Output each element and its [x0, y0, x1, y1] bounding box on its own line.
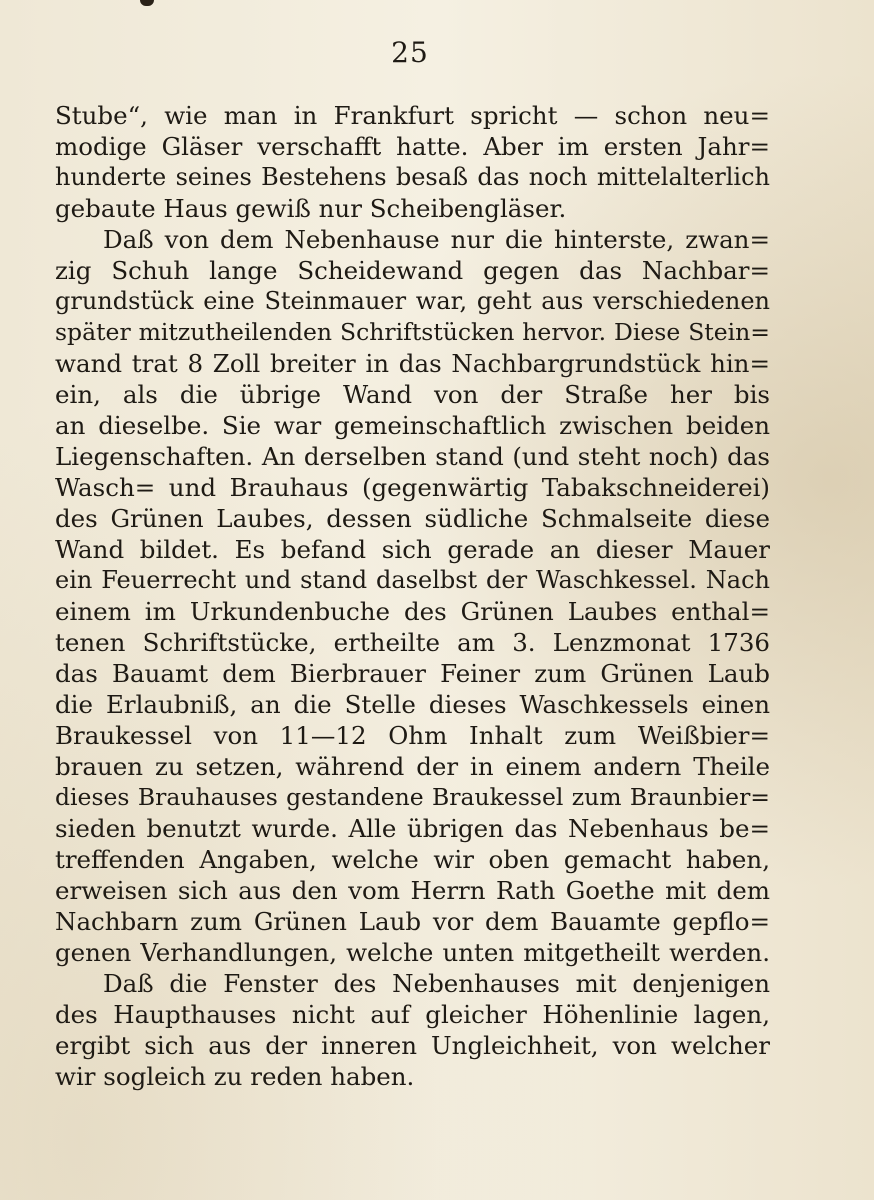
text-line: genen Verhandlungen, welche unten mitgetheilt werden.	[55, 938, 770, 967]
text-line: an dieselbe. Sie war gemeinschaftlich zwischen beiden	[55, 411, 770, 440]
text-line: einem im Urkundenbuche des Grünen Laubes enthal=	[55, 597, 770, 626]
text-line: Daß die Fenster des Nebenhauses mit denjenigen	[103, 969, 770, 998]
text-line: Wasch= und Brauhaus (gegenwärtig Tabakschneiderei)	[55, 473, 770, 502]
text-line: tenen Schriftstücke, ertheilte am 3. Lenzmonat 1736	[55, 628, 770, 657]
text-line: wir sogleich zu reden haben.	[55, 1062, 415, 1091]
text-line: später mitzutheilenden Schriftstücken hervor. Diese Stein=	[55, 318, 770, 346]
text-line: hunderte seines Bestehens besaß das noch mittelalterlich	[55, 163, 770, 191]
text-line: ein, als die übrige Wand von der Straße her bis	[55, 380, 770, 409]
text-line: sieden benutzt wurde. Alle übrigen das Nebenhaus be=	[55, 814, 770, 843]
text-line: ein Feuerrecht und stand daselbst der Waschkessel. Nach	[55, 566, 770, 594]
text-line: brauen zu setzen, während der in einem andern Theile	[55, 752, 770, 781]
text-line: das Bauamt dem Bierbrauer Feiner zum Grünen Laub	[55, 659, 770, 688]
text-line: treffenden Angaben, welche wir oben gemacht haben,	[55, 845, 770, 874]
text-line: Wand bildet. Es befand sich gerade an dieser Mauer	[55, 535, 770, 564]
text-line: Braukessel von 11—12 Ohm Inhalt zum Weißbier=	[55, 721, 770, 750]
text-line: gebaute Haus gewiß nur Scheibengläser.	[55, 194, 567, 223]
text-line: Nachbarn zum Grünen Laub vor dem Bauamte gepflo=	[55, 907, 770, 936]
text-line: ergibt sich aus der inneren Ungleichheit, von welcher	[55, 1031, 770, 1060]
text-line: des Haupthauses nicht auf gleicher Höhenlinie lagen,	[55, 1000, 770, 1029]
text-line: Daß von dem Nebenhause nur die hinterste, zwan=	[103, 225, 770, 254]
text-line: wand trat 8 Zoll breiter in das Nachbargrundstück hin=	[55, 349, 770, 378]
text-line: zig Schuh lange Scheidewand gegen das Nachbar=	[55, 256, 770, 285]
text-line: Liegenschaften. An derselben stand (und steht noch) das	[55, 442, 770, 471]
page-number: 25	[391, 36, 429, 69]
text-line: des Grünen Laubes, dessen südliche Schmalseite diese	[55, 504, 770, 533]
text-line: erweisen sich aus den vom Herrn Rath Goethe mit dem	[55, 876, 770, 905]
text-line: Stube“, wie man in Frankfurt spricht — schon neu=	[55, 101, 770, 130]
text-line: die Erlaubniß, an die Stelle dieses Waschkessels einen	[55, 690, 770, 719]
text-line: dieses Brauhauses gestandene Braukessel zum Braunbier=	[55, 783, 770, 811]
text-line: grundstück eine Steinmauer war, geht aus verschiedenen	[55, 287, 770, 315]
text-line: modige Gläser verschafft hatte. Aber im ersten Jahr=	[55, 132, 770, 161]
body-text	[55, 100, 770, 1092]
ink-smudge	[140, 0, 154, 6]
